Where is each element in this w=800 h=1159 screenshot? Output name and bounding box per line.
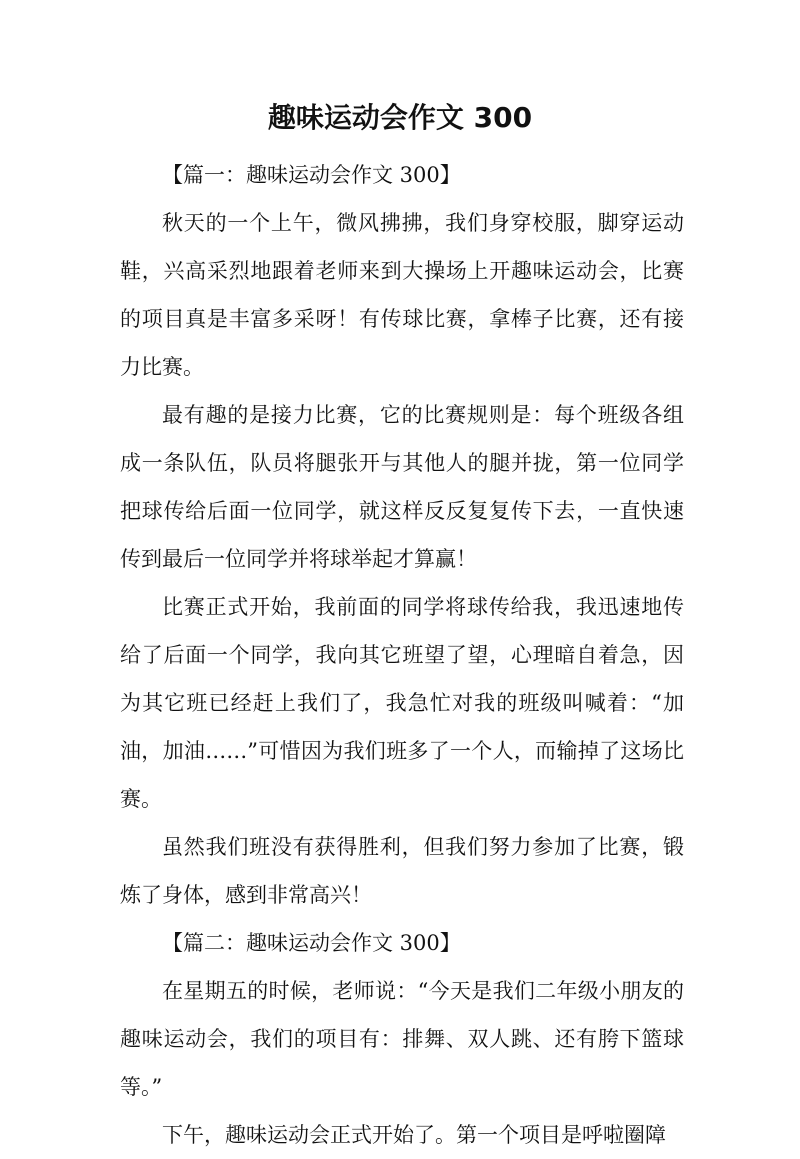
paragraph: 在星期五的时候，老师说：“今天是我们二年级小朋友的趣味运动会，我们的项目有：排舞、双人跳、还有胯下篮球等。”	[120, 979, 684, 1099]
section-heading: 【篇二：趣味运动会作文 300】	[162, 931, 461, 955]
document-title: 趣味运动会作文 300	[267, 101, 533, 134]
paragraph: 比赛正式开始，我前面的同学将球传给我，我迅速地传给了后面一个同学，我向其它班望了望，心理暗自着急，因为其它班已经赶上我们了，我急忙对我的班级叫喊着：“加油，加油……”可惜因为我们班多了一个人，而输掉了这场比赛。	[120, 595, 684, 811]
paragraph: 虽然我们班没有获得胜利，但我们努力参加了比赛，锻炼了身体，感到非常高兴！	[120, 835, 684, 907]
paragraph: 下午，趣味运动会正式开始了。第一个项目是呼啦圈障	[162, 1123, 666, 1147]
section-2	[120, 919, 684, 1159]
section-1	[120, 151, 684, 919]
paragraph: 秋天的一个上午，微风拂拂，我们身穿校服，脚穿运动鞋，兴高采烈地跟着老师来到大操场上开趣味运动会，比赛的项目真是丰富多采呀！有传球比赛，拿棒子比赛，还有接力比赛。	[120, 211, 684, 379]
paragraph: 最有趣的是接力比赛，它的比赛规则是：每个班级各组成一条队伍，队员将腿张开与其他人的腿并拢，第一位同学把球传给后面一位同学，就这样反反复复传下去，一直快速传到最后一位同学并将球举起才算赢！	[120, 403, 684, 571]
document-body	[120, 151, 684, 1159]
section-heading: 【篇一：趣味运动会作文 300】	[162, 163, 461, 187]
